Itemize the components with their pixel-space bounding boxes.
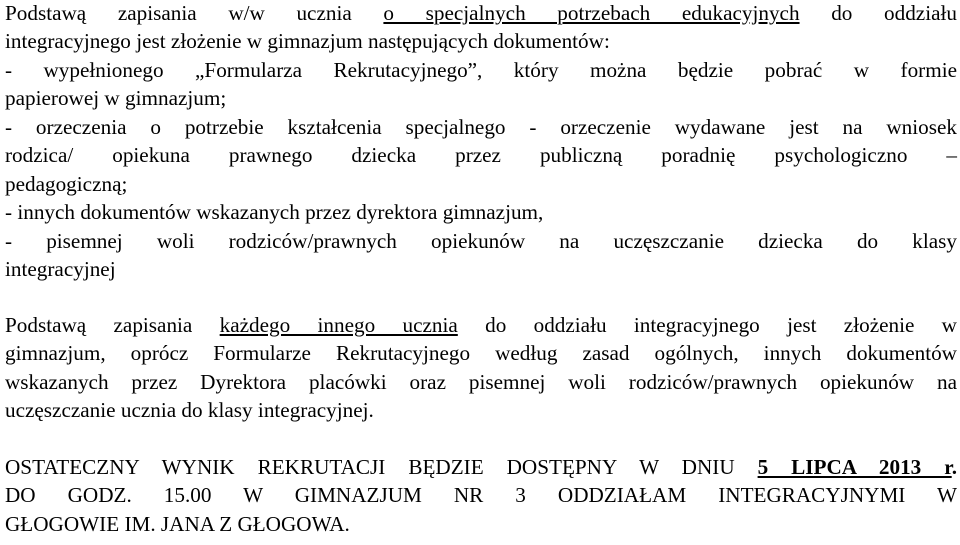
- underlined-phrase: o specjalnych potrzebach edukacyjnych: [383, 1, 800, 25]
- text-segment: Podstawą zapisania: [5, 313, 220, 337]
- text-segment: do oddziału: [799, 1, 957, 25]
- text-segment: .: [951, 455, 957, 479]
- paragraph-line: rodzica/ opiekuna prawnego dziecka przez publiczną poradnię psychologiczno –: [5, 143, 957, 167]
- paragraph-line: pedagogiczną;: [5, 172, 128, 196]
- results-date: 5 LIPCA 2013 r: [757, 455, 952, 479]
- paragraph-line: integracyjnej: [5, 257, 116, 281]
- text-segment: Podstawą zapisania w/w ucznia: [5, 1, 384, 25]
- list-item-certificate: - orzeczenia o potrzebie kształcenia specjalnego - orzeczenie wydawane jest na wniosek: [5, 115, 957, 139]
- text-segment: do oddziału integracyjnego jest złożenie w: [457, 313, 957, 337]
- results-announcement-line: GŁOGOWIE IM. JANA Z GŁOGOWA.: [5, 512, 350, 536]
- list-item-other-documents: - innych dokumentów wskazanych przez dyrektora gimnazjum,: [5, 200, 544, 224]
- list-item-parents-consent: - pisemnej woli rodziców/prawnych opiekunów na uczęszczanie dziecka do klasy: [5, 229, 957, 253]
- paragraph-line: integracyjnego jest złożenie w gimnazjum następujących dokumentów:: [5, 29, 610, 53]
- paragraph-line: uczęszczanie ucznia do klasy integracyjnej.: [5, 398, 374, 422]
- results-announcement-line: [5, 453, 957, 481]
- paragraph-line: papierowej w gimnazjum;: [5, 86, 227, 110]
- paragraph-line: gimnazjum, oprócz Formularze Rekrutacyjnego według zasad ogólnych, innych dokumentów: [5, 341, 957, 365]
- paragraph-other-students-line: [5, 311, 957, 339]
- list-item-form: - wypełnionego „Formularza Rekrutacyjnego”, który można będzie pobrać w formie: [5, 58, 957, 82]
- underlined-phrase: każdego innego ucznia: [219, 313, 458, 337]
- paragraph-line: wskazanych przez Dyrektora placówki oraz pisemnej woli rodziców/prawnych opiekunów na: [5, 370, 957, 394]
- text-segment: OSTATECZNY WYNIK REKRUTACJI BĘDZIE DOSTĘPNY W DNIU: [5, 455, 758, 479]
- paragraph-special-needs-line: [5, 0, 957, 27]
- results-announcement-line: DO GODZ. 15.00 W GIMNAZJUM NR 3 ODDZIAŁAM INTEGRACYJNYMI W: [5, 483, 957, 507]
